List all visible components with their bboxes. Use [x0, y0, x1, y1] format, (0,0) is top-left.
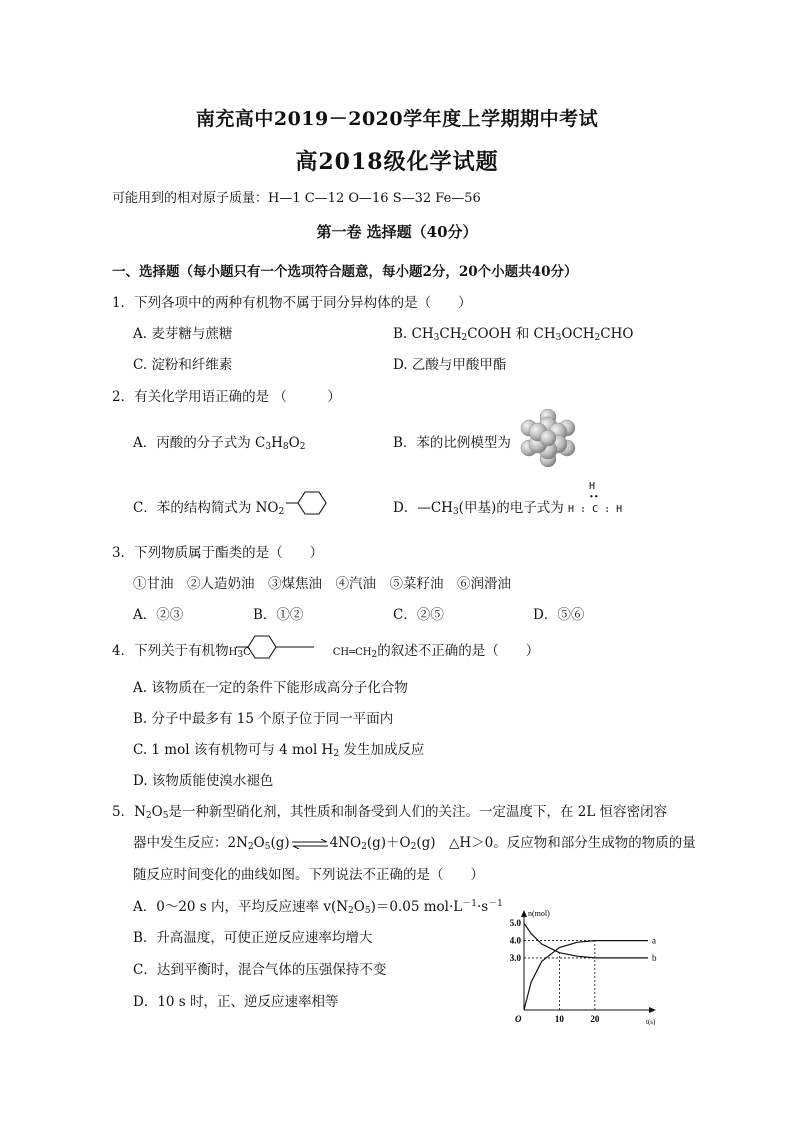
x-tick-label-1: 20 [590, 1014, 600, 1024]
q4-option-a: A. 该物质在一定的条件下能形成高分子化合物 [133, 680, 408, 696]
q2-stem: 2．有关化学用语正确的是 （ ） [112, 389, 341, 405]
q5-option-a: A．0～20 s 内，平均反应速率 $v(N_2O_5)=0.05$ $mol\cdot L^{-1}\cdot s^{-1}$ [133, 899, 503, 916]
electron-formula-dots: ∙∙ [589, 492, 599, 501]
q5-option-c: C．达到平衡时，混合气体的压强保持不变 [133, 962, 387, 978]
y-tick-label-1: 4.0 [509, 935, 521, 946]
q4-option-c: C. 1 mol 该有机物可与 4 mol $H_2$ 发生加成反应 [133, 742, 425, 759]
q2-option-b: B．苯的比例模型为 [393, 435, 511, 451]
series-line-a [524, 941, 648, 1010]
q1-option-a: A. 麦芽糖与蔗糖 [133, 326, 233, 342]
q5-line-2: 器中发生反应：$2N_2O_5(g)$ $4NO_2(g)+O_2(g)$ △H＞0。反应物和部分生成物的物质的量 [133, 835, 696, 852]
q4-option-d: D. 该物质能使溴水褪色 [133, 773, 274, 789]
equilibrium-arrow-icon [290, 839, 330, 849]
series-label-a: a [652, 935, 656, 946]
q3-option-c: C．②⑤ [393, 607, 444, 623]
benzene-space-filling-model-icon [518, 409, 578, 467]
origin-label: O [515, 1014, 522, 1024]
q1-option-d: D. 乙酸与甲酸甲酯 [393, 357, 507, 373]
q4-stem: 4．下列关于有机物$H_3C$ $CH═CH_2$的叙述不正确的是（ ） [112, 643, 540, 660]
series-label-b: b [652, 952, 657, 963]
electron-formula-top-h: H [589, 481, 596, 492]
section-instruction: 一、选择题（每小题只有一个选项符合题意，每小题2分，20个小题共40分） [112, 264, 578, 280]
exam-subtitle: 高2018级化学试题 [295, 149, 499, 175]
q3-option-b: B．①② [253, 607, 304, 623]
q2-option-d: D．$—CH_3$(甲基)的电子式为 [393, 500, 564, 517]
x-axis-arrow [649, 1007, 656, 1013]
y-tick-label-2: 3.0 [509, 952, 521, 963]
q1-stem: 1．下列各项中的两种有机物不属于同分异构体的是（ ） [112, 295, 472, 311]
q5-line-3: 随反应时间变化的曲线如图。下列说法不正确的是（ ） [133, 867, 484, 883]
q5-option-b: B．升高温度，可使正逆反应速率均增大 [133, 930, 373, 946]
section-title: 第一卷 选择题（40分） [316, 223, 478, 241]
q1-option-b: B. $CH_3CH_2COOH$ 和 $CH_3OCH_2CHO$ [393, 326, 634, 343]
x-axis-label: t(s) [646, 1018, 656, 1026]
atomic-masses: 可能用到的相对原子质量：H—1 C—12 O—16 S—32 Fe—56 [112, 191, 481, 206]
y-tick-label-0: 5.0 [509, 918, 521, 929]
y-axis-arrow [521, 910, 527, 917]
q5-line-1: 5．$N_2O_5$是一种新型硝化剂，其性质和制备受到人们的关注。一定温度下，在 2L 恒容密闭容 [112, 804, 668, 821]
para-benzene-ring-icon [236, 633, 320, 661]
electron-formula-row: H : C : H [568, 504, 623, 515]
benzene-ring-icon [286, 489, 336, 517]
q3-stem: 3．下列物质属于酯类的是（ ） [112, 545, 324, 561]
y-axis-label: n(mol) [528, 909, 550, 918]
q3-option-a: A．②③ [133, 607, 184, 623]
concentration-time-chart [500, 906, 660, 1026]
q3-option-d: D．⑤⑥ [533, 607, 585, 623]
x-tick-label-0: 10 [554, 1014, 564, 1024]
q2-option-c: C．苯的结构简式为 $NO_2$ [133, 500, 285, 517]
q4-option-b: B. 分子中最多有 15 个原子位于同一平面内 [133, 711, 394, 727]
q3-items: ①甘油 ②人造奶油 ③煤焦油 ④汽油 ⑤菜籽油 ⑥润滑油 [133, 576, 511, 592]
q1-option-c: C. 淀粉和纤维素 [133, 357, 233, 373]
exam-title: 南充高中2019－2020学年度上学期期中考试 [195, 108, 599, 130]
q5-option-d: D．10 s 时，正、逆反应速率相等 [133, 994, 339, 1010]
q2-option-a: A．丙酸的分子式为 $C_3H_8O_2$ [133, 435, 306, 452]
